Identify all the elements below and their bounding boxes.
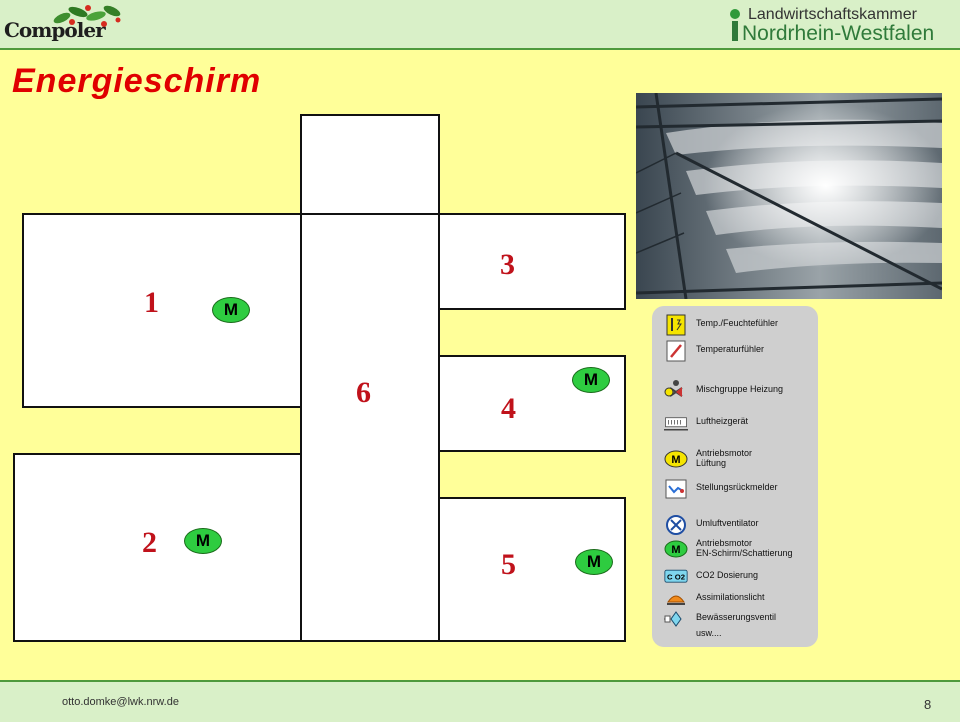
room-number-6: 6 (356, 376, 371, 409)
motor-room-4: M (572, 367, 610, 393)
legend-label (696, 448, 752, 468)
lwk-logo (728, 6, 956, 44)
room-number-4: 4 (501, 392, 516, 425)
header-bar (0, 0, 960, 50)
room-number-2: 2 (142, 526, 157, 559)
assimilation-light-icon (664, 588, 688, 610)
legend-label: Mischgruppe Heizung (696, 384, 784, 394)
legend-label: CO2 Dosierung (696, 570, 759, 580)
legend-item (664, 412, 816, 434)
legend-label-line1: Antriebsmotor (696, 448, 753, 458)
legend-label: Luftheizgerät (696, 416, 749, 426)
legend-item (664, 514, 816, 536)
legend-label: Umluftventilator (696, 518, 759, 528)
circulation-fan-icon (664, 514, 688, 536)
room-1 (22, 213, 304, 408)
mixing-group-heating-icon (664, 380, 688, 402)
legend-item (664, 566, 816, 588)
lwk-name-line1: Landwirtschaftskammer (748, 6, 917, 23)
legend-motor-badge: M (671, 454, 681, 466)
lwk-name-line2: Nordrhein-Westfalen (742, 22, 935, 45)
motor-room-2: M (184, 528, 222, 554)
page-title: Energieschirm (12, 62, 262, 100)
page-number: 8 (924, 697, 932, 712)
temperature-sensor-icon (664, 340, 688, 362)
motor-room-1: M (212, 297, 250, 323)
legend-label: Assimilationslicht (696, 592, 765, 602)
co2-dosing-icon (664, 566, 688, 588)
legend-item (664, 538, 816, 560)
room-number-1: 1 (144, 286, 159, 319)
legend-item (664, 314, 816, 336)
legend-panel (652, 306, 818, 647)
legend-item (664, 340, 816, 362)
room-number-3: 3 (500, 248, 515, 281)
room-3 (436, 213, 626, 310)
legend-label: Temperaturfühler (696, 344, 765, 354)
co2-badge: C O2 (667, 572, 685, 582)
legend-item (664, 380, 816, 402)
legend-label: Temp./Feuchtefühler (696, 318, 779, 328)
legend-label (696, 538, 793, 558)
lwk-mark-icon (728, 6, 742, 42)
legend-item (664, 624, 816, 646)
legend-item (664, 478, 816, 500)
footer-email: otto.domke@lwk.nrw.de (62, 696, 179, 708)
compoler-wordmark: Compoler (4, 18, 105, 42)
legend-label-line2: EN-Schirm/Schattierung (696, 548, 793, 558)
legend-item (664, 588, 816, 610)
legend-label-line1: Antriebsmotor (696, 538, 753, 548)
temp-humidity-sensor-icon (664, 314, 688, 336)
room-2 (13, 453, 304, 642)
legend-label: Bewässerungsventil (696, 612, 777, 622)
motor-room-5: M (575, 549, 613, 575)
greenhouse-screen-photo (636, 93, 942, 299)
legend-label-line2: Lüftung (696, 458, 727, 468)
air-heater-icon (664, 412, 688, 434)
legend-label: Stellungsrückmelder (696, 482, 778, 492)
room-top-block (300, 114, 440, 216)
legend-item (664, 448, 816, 470)
compoler-logo (4, 4, 124, 44)
room-6 (300, 213, 440, 642)
position-feedback-icon (664, 478, 688, 500)
room-number-5: 5 (501, 548, 516, 581)
motor-screen-icon (664, 538, 688, 560)
motor-ventilation-icon (664, 448, 688, 470)
legend-motor-badge: M (671, 544, 681, 556)
legend-label: usw.... (696, 628, 722, 638)
